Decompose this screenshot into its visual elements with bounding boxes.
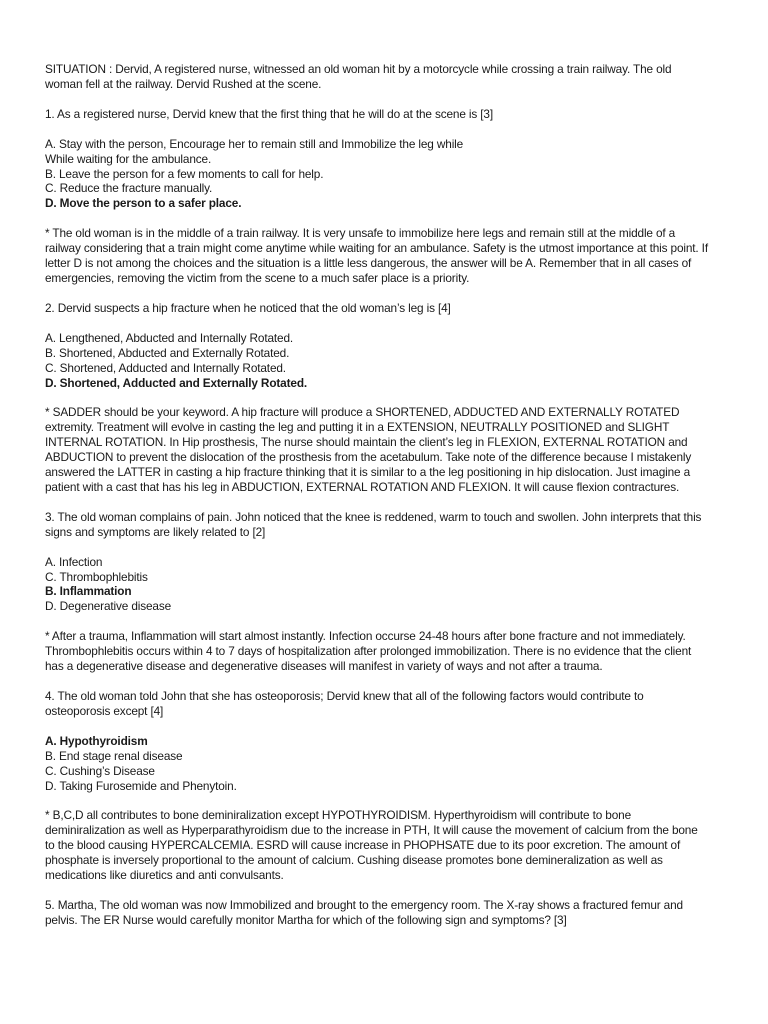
question-1-option: C. Reduce the fracture manually.: [45, 181, 213, 196]
question-3-option: C. Thrombophlebitis: [45, 569, 148, 584]
question-2-rationale: * SADDER should be your keyword. A hip fracture will produce a SHORTENED, ADDUCTED AND EXTERNALLY ROTATED extremity. Treatment will evolve in casting the leg and putting it in a EXTENSION, NEUTRALLY POSITIONED and SLIGHT INTERNAL ROTATION. In Hip prosthesis, The nurse should maintain the client’s leg in FLEXION, EXTERNAL ROTATION and ABDUCTION to prevent the dislocation of the prosthesis from the acetabulum. Take note of the difference because I mistakenly answered the LATTER in casting a hip fracture thinking that it is similar to a the leg positioning in hip dislocation. Just imagine a patient with a cast that has his leg in ABDUCTION, EXTERNAL ROTATION AND FLEXION. It will cause flexion contractures.: [45, 405, 692, 494]
question-3-option: A. Infection: [45, 554, 103, 569]
question-2-stem: 2. Dervid suspects a hip fracture when he noticed that the old woman’s leg is [4]: [45, 300, 451, 315]
question-4-option: C. Cushing’s Disease: [45, 763, 155, 778]
question-1-stem: 1. As a registered nurse, Dervid knew that the first thing that he will do at the scene is [3]: [45, 106, 494, 121]
question-3-answer: B. Inflammation: [45, 584, 132, 599]
question-2-option: C. Shortened, Adducted and Internally Rotated.: [45, 360, 286, 375]
question-4-option: B. End stage renal disease: [45, 748, 183, 763]
question-2-options: [45, 331, 710, 391]
question-4-option: D. Taking Furosemide and Phenytoin.: [45, 778, 237, 793]
question-4-stem: 4. The old woman told John that she has osteoporosis; Dervid knew that all of the following factors would contribute to osteoporosis except [4]: [45, 689, 644, 718]
question-4-options: [45, 734, 710, 794]
question-1-option: While waiting for the ambulance.: [45, 151, 212, 166]
question-3-rationale: * After a trauma, Inflammation will start almost instantly. Infection occurse 24-48 hours after bone fracture and not immediately. Thrombophlebitis occurs within 4 to 7 days of hospitalization after prolonged immobilization. There is no evidence that the client has a degenerative disease and degenerative diseases will manifest in variety of ways and not after a trauma.: [45, 629, 692, 674]
question-1-option: A. Stay with the person, Encourage her to remain still and Immobilize the leg while: [45, 136, 464, 151]
question-1-answer: D. Move the person to a safer place.: [45, 196, 242, 211]
document-page: [45, 62, 710, 943]
question-1-option: B. Leave the person for a few moments to call for help.: [45, 166, 324, 181]
question-2-option: B. Shortened, Abducted and Externally Rotated.: [45, 345, 290, 360]
question-2-answer: D. Shortened, Adducted and Externally Rotated.: [45, 375, 308, 390]
situation-text: SITUATION : Dervid, A registered nurse, witnessed an old woman hit by a motorcycle while crossing a train railway. The old woman fell at the railway. Dervid Rushed at the scene.: [45, 62, 672, 91]
question-4-answer: A. Hypothyroidism: [45, 733, 148, 748]
question-1-rationale: * The old woman is in the middle of a train railway. It is very unsafe to immobilize here legs and remain still at the middle of a railway considering that a train might come anytime while waiting for an ambulance. Safety is the utmost importance at this point. If letter D is not among the choices and the situation is a little less dangerous, the answer will be A. Remember that in all cases of emergencies, removing the victim from the scene to a much safer place is a priority.: [45, 226, 708, 285]
question-3-option: D. Degenerative disease: [45, 599, 172, 614]
question-4-rationale: * B,C,D all contributes to bone deminiralization except HYPOTHYROIDISM. Hyperthyroidism will contribute to bone deminiralization as well as Hyperparathyroidism due to the increase in PTH, It will cause the movement of calcium from the bone to the blood causing HYPERCALCEMIA. ESRD will cause increase in PHOPHSATE due to its poor excretion. The amount of phosphate is inversely proportional to the amount of calcium. Cushing disease promotes bone demineralization as well as medications like diuretics and anti convulsants.: [45, 808, 698, 883]
question-3-options: [45, 555, 710, 615]
question-1-options: [45, 137, 710, 212]
question-2-option: A. Lengthened, Abducted and Internally Rotated.: [45, 330, 294, 345]
question-5-stem: 5. Martha, The old woman was now Immobilized and brought to the emergency room. The X-ray shows a fractured femur and pelvis. The ER Nurse would carefully monitor Martha for which of the following sign and symptoms? [3]: [45, 897, 683, 927]
question-3-stem: 3. The old woman complains of pain. John noticed that the knee is reddened, warm to touch and swollen. John interprets that this signs and symptoms are likely related to [2]: [45, 509, 702, 539]
